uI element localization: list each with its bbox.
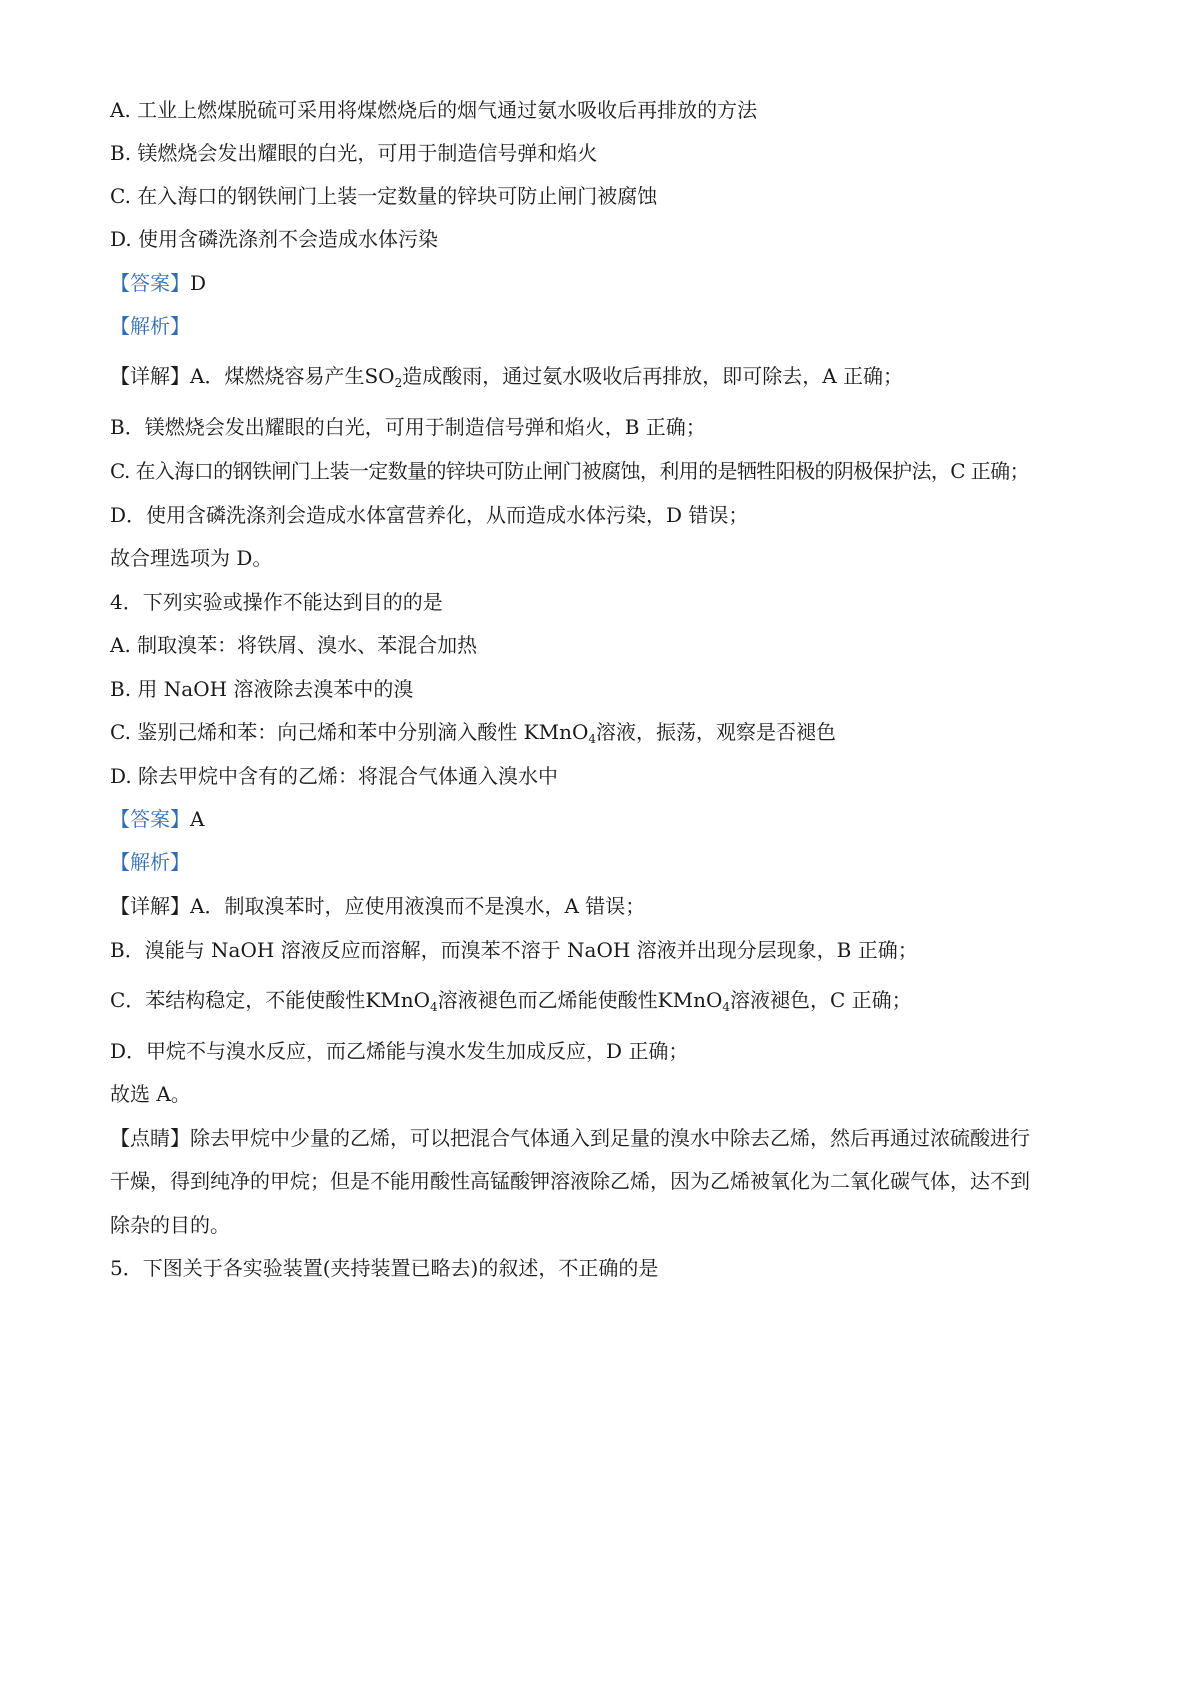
q3-detail-d: D．使用含磷洗涤剂会造成水体富营养化，从而造成水体污染，D 错误； [110, 503, 749, 527]
detail-a-text: A．煤燃烧容易产生 [190, 364, 365, 388]
q4-option-b: B. 用 NaOH 溶液除去溴苯中的溴 [110, 677, 414, 701]
detail-c-text-3: 溶液褪色，C 正确； [730, 988, 912, 1012]
option-c-text: C. 鉴别己烯和苯：向己烯和苯中分别滴入酸性 KMnO [110, 720, 589, 744]
q4-tip-line-3: 除杂的目的。 [110, 1213, 230, 1237]
tip-label: 【点睛】 [110, 1126, 190, 1150]
q3-detail-b: B．镁燃烧会发出耀眼的白光，可用于制造信号弹和焰火，B 正确； [110, 415, 706, 439]
detail-c-text: C．苯结构稳定，不能使酸性 [110, 988, 366, 1012]
detail-label: 【详解】 [110, 364, 190, 388]
q4-detail-a [110, 892, 645, 920]
q4-conclusion: 故选 A。 [110, 1082, 191, 1106]
detail-c-text-2: 溶液褪色而乙烯能使酸性 [437, 988, 658, 1012]
q3-analysis-label: 【解析】 [110, 314, 190, 338]
kmno4-subscript: 4 [588, 732, 596, 746]
q4-option-d: D. 除去甲烷中含有的乙烯：将混合气体通入溴水中 [110, 764, 559, 788]
answer-label: 【答案】 [110, 807, 190, 831]
q4-option-c [110, 718, 836, 746]
kmno4-formula-2: KMnO [657, 988, 723, 1012]
q3-answer [110, 269, 206, 297]
q5-stem: 5．下图关于各实验装置(夹持装置已略去)的叙述，不正确的是 [110, 1256, 659, 1280]
tip-text: 除去甲烷中少量的乙烯，可以把混合气体通入到足量的溴水中除去乙烯，然后再通过浓硫酸进行 [190, 1126, 1030, 1150]
q4-detail-c [110, 986, 912, 1014]
q4-detail-b: B．溴能与 NaOH 溶液反应而溶解，而溴苯不溶于 NaOH 溶液并出现分层现象，B 正确； [110, 938, 918, 962]
so2-formula: SO [364, 364, 395, 388]
detail-label: 【详解】 [110, 894, 190, 918]
kmno4-subscript: 4 [430, 1000, 438, 1014]
q4-tip-line-1 [110, 1124, 1030, 1152]
q3-conclusion: 故合理选项为 D。 [110, 546, 273, 570]
detail-a-text: A．制取溴苯时，应使用液溴而不是溴水，A 错误； [190, 894, 646, 918]
q3-option-b: B. 镁燃烧会发出耀眼的白光，可用于制造信号弹和焰火 [110, 141, 598, 165]
q3-option-d: D. 使用含磷洗涤剂不会造成水体污染 [110, 227, 439, 251]
kmno4-subscript-2: 4 [722, 1000, 730, 1014]
q3-option-c: C. 在入海口的钢铁闸门上装一定数量的锌块可防止闸门被腐蚀 [110, 184, 658, 208]
q4-analysis-label: 【解析】 [110, 850, 190, 874]
answer-label: 【答案】 [110, 271, 190, 295]
option-c-text-2: 溶液，振荡，观察是否褪色 [596, 720, 836, 744]
answer-value: D [190, 271, 207, 295]
q4-answer [110, 805, 204, 833]
q3-detail-c: C. 在入海口的钢铁闸门上装一定数量的锌块可防止闸门被腐蚀，利用的是牺牲阳极的阴极保护法，C 正确； [110, 459, 1029, 483]
detail-a-text-2: 造成酸雨，通过氨水吸收后再排放，即可除去，A 正确； [402, 364, 904, 388]
q3-option-a: A. 工业上燃煤脱硫可采用将煤燃烧后的烟气通过氨水吸收后再排放的方法 [110, 98, 758, 122]
so2-subscript: 2 [394, 376, 403, 390]
q3-detail-a [110, 362, 903, 390]
q4-stem: 4．下列实验或操作不能达到目的的是 [110, 590, 443, 614]
answer-value: A [190, 807, 205, 831]
q4-tip-line-2: 干燥，得到纯净的甲烷；但是不能用酸性高锰酸钾溶液除乙烯，因为乙烯被氧化为二氧化碳气体，达不到 [110, 1169, 1030, 1193]
q4-detail-d: D．甲烷不与溴水反应，而乙烯能与溴水发生加成反应，D 正确； [110, 1039, 689, 1063]
q4-option-a: A. 制取溴苯：将铁屑、溴水、苯混合加热 [110, 633, 478, 657]
kmno4-formula: KMnO [365, 988, 431, 1012]
